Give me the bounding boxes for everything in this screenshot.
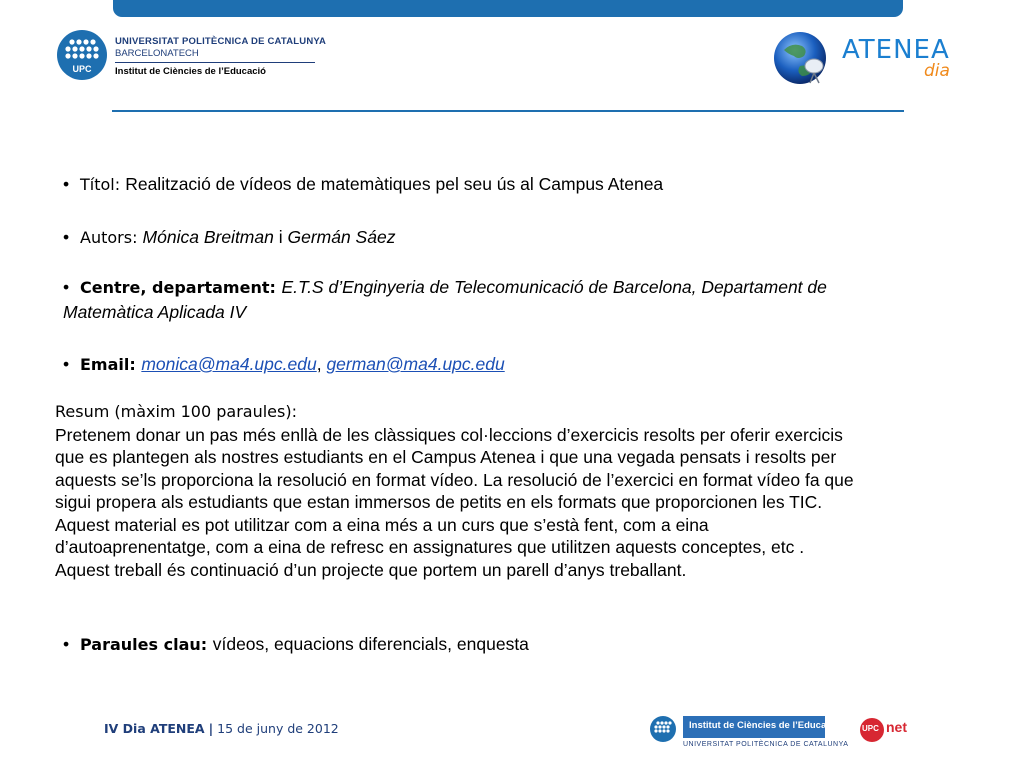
centre-value-line2: Matemàtica Aplicada IV	[63, 302, 247, 322]
svg-text:ATENEA: ATENEA	[842, 35, 950, 65]
item-autors	[55, 225, 955, 250]
ice-footer-logo	[650, 716, 849, 750]
abstract-line: que es plantegen als nostres estudiants en el Campus Atenea i que una vegada pensats i resolts per	[55, 447, 837, 467]
svg-text:UPC: UPC	[72, 64, 92, 74]
autors-label: Autors:	[80, 228, 143, 247]
bullet-icon: •	[63, 634, 70, 654]
abstract-line: d’autoaprenentatge, com a eina de refresc en assignatures que utilitzen aquests conceptes, etc .	[55, 537, 805, 557]
ice-banner	[683, 716, 840, 738]
bullet-icon: •	[63, 277, 70, 297]
keywords-label: Paraules clau:	[80, 635, 213, 654]
upcnet-word: net	[886, 719, 907, 735]
email-separator: ,	[316, 354, 327, 374]
abstract-line: sigui propera als estudiants que estan immersos de petits en els formats que proporcionen les TIC.	[55, 492, 823, 512]
abstract-line: Pretenem donar un pas més enllà de les clàssiques col·leccions d’exercicis resolts per oferir exercicis	[55, 424, 843, 445]
bullet-icon: •	[63, 354, 70, 374]
abstract	[55, 401, 970, 581]
atenea-dia-logo-icon	[770, 28, 970, 86]
item-titol	[55, 172, 955, 197]
author-name: Germán Sáez	[287, 227, 396, 247]
upc-logo-icon	[57, 30, 107, 80]
abstract-line: aquests se’ls proporciona la resolució en format vídeo. La resolució de l’exercici en format vídeo fa que	[55, 469, 854, 490]
titol-label: Títol:	[80, 175, 126, 194]
upcnet-circle-icon: UPC	[860, 718, 884, 742]
header-divider	[115, 62, 315, 63]
header-rule	[112, 110, 904, 112]
item-email	[55, 352, 955, 377]
svg-text:dia: dia	[924, 61, 950, 81]
university-tagline: BARCELONATECH	[115, 48, 199, 59]
titol-value: Realització de vídeos de matemàtiques pel seu ús al Campus Atenea	[125, 174, 664, 194]
upc-header-text	[115, 36, 327, 77]
event-date: 15 de juny de 2012	[217, 721, 339, 736]
autors-joiner: i	[273, 227, 288, 247]
bullet-icon: •	[63, 227, 70, 247]
abstract-line: Aquest treball és continuació d’un projecte que portem un parell d’anys treballant.	[55, 559, 687, 580]
institute-name: Institut de Ciències de l’Educació	[115, 66, 266, 77]
bullet-icon: •	[63, 174, 70, 194]
keywords-value: vídeos, equacions diferencials, enquesta	[212, 634, 529, 654]
footer-separator: |	[208, 721, 214, 736]
ice-banner-text: Institut de Ciències de l’Educació	[689, 720, 840, 731]
footer-event	[104, 721, 339, 736]
email-label: Email:	[80, 355, 142, 374]
top-banner	[113, 0, 903, 17]
centre-label: Centre, departament:	[80, 278, 282, 297]
email-link[interactable]: monica@ma4.upc.edu	[141, 354, 317, 374]
upc-dots-icon	[650, 716, 676, 742]
email-link[interactable]: german@ma4.upc.edu	[326, 354, 505, 374]
author-name: Mónica Breitman	[142, 227, 274, 247]
item-centre	[55, 275, 955, 324]
ice-subtitle: UNIVERSITAT POLITÈCNICA DE CATALUNYA	[683, 741, 849, 748]
abstract-heading: Resum (màxim 100 paraules):	[55, 402, 297, 421]
university-name: UNIVERSITAT POLITÈCNICA DE CATALUNYA	[115, 36, 327, 47]
item-paraules-clau	[55, 632, 955, 657]
upcnet-logo	[860, 716, 914, 742]
centre-value: E.T.S d’Enginyeria de Telecomunicació de Barcelona, Departament de	[281, 277, 827, 297]
event-name: IV Dia ATENEA	[104, 721, 205, 736]
abstract-line: Aquest material es pot utilitzar com a eina més a un curs que s’està fent, com a eina	[55, 514, 709, 535]
